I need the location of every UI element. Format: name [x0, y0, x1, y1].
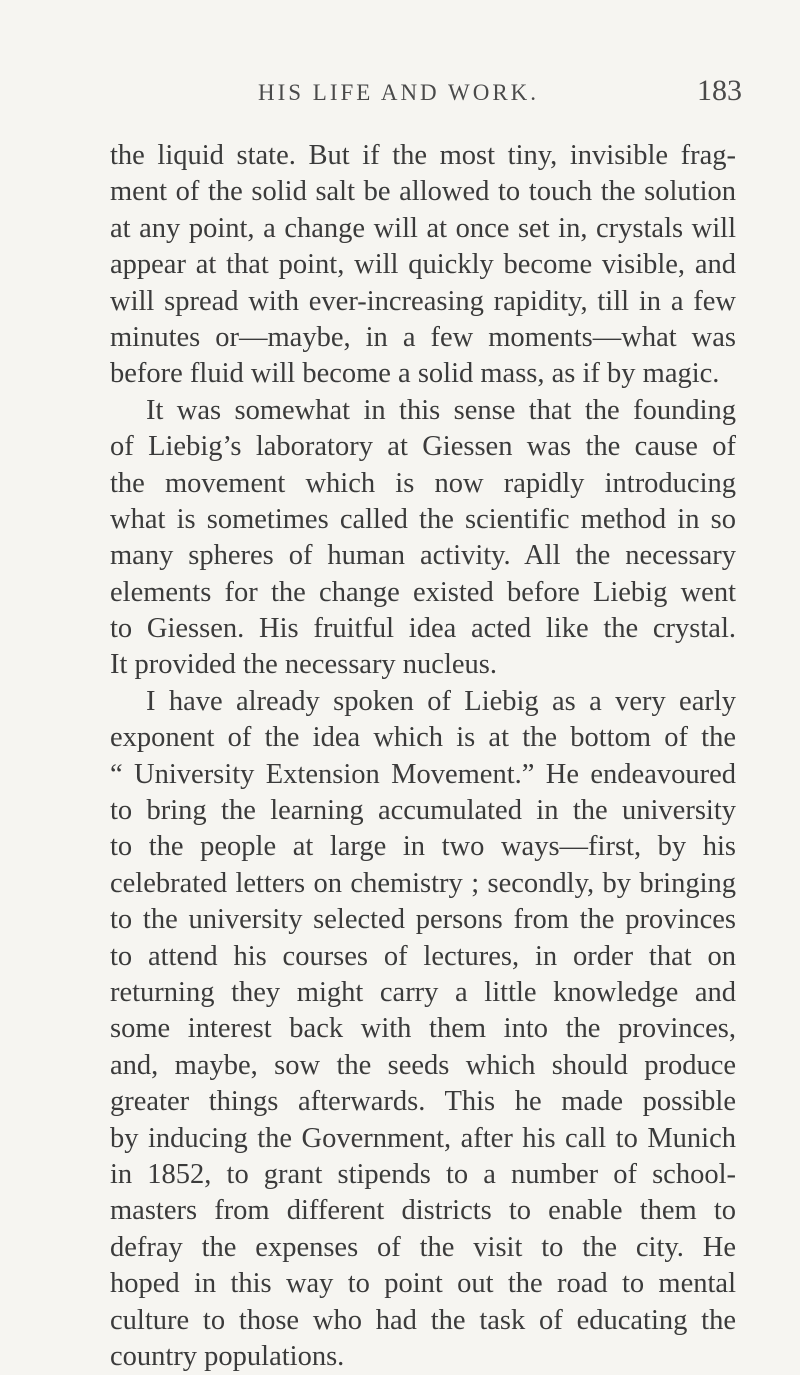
text-line: country populations. — [110, 1340, 345, 1372]
text-line: ment of the solid salt be allowed to touch the solution — [110, 176, 736, 208]
text-line: to attend his courses of lectures, in order that on — [110, 940, 736, 972]
text-line: in 1852, to grant stipends to a number of school- — [110, 1158, 736, 1190]
text-line: to Giessen. His fruitful idea acted like the crystal. — [110, 613, 736, 645]
text-line: hoped in this way to point out the road to mental — [110, 1268, 736, 1300]
text-line: what is sometimes called the scientific method in so — [110, 503, 736, 535]
paragraph-start-line: It was somewhat in this sense that the founding — [146, 394, 736, 426]
text-line: It provided the necessary nucleus. — [110, 649, 497, 681]
running-head-title: HIS LIFE AND WORK. — [258, 80, 540, 105]
text-line: will spread with ever-increasing rapidity, till in a few — [110, 285, 736, 317]
text-line: exponent of the idea which is at the bottom of the — [110, 722, 736, 754]
page-number: 183 — [697, 74, 742, 107]
text-line: greater things afterwards. This he made possible — [110, 1086, 736, 1118]
text-line: returning they might carry a little knowledge and — [110, 976, 736, 1008]
text-line: the liquid state. But if the most tiny, invisible frag- — [110, 140, 736, 171]
text-line: culture to those who had the task of educating the — [110, 1304, 736, 1336]
text-line: “ University Extension Movement.” He endeavoured — [110, 758, 736, 790]
running-head — [0, 72, 800, 112]
text-line: of Liebig’s laboratory at Giessen was the cause of — [110, 431, 736, 463]
text-line: masters from different districts to enable them to — [110, 1195, 736, 1227]
text-line: to the university selected persons from the provinces — [110, 904, 736, 936]
text-line: appear at that point, will quickly become visible, and — [110, 249, 736, 281]
text-line: the movement which is now rapidly introducing — [110, 467, 736, 499]
text-line: many spheres of human activity. All the necessary — [110, 540, 736, 572]
body-text — [110, 138, 736, 1375]
text-line: defray the expenses of the visit to the city. He — [110, 1231, 736, 1263]
text-line: by inducing the Government, after his call to Munich — [110, 1122, 736, 1154]
text-line: and, maybe, sow the seeds which should produce — [110, 1049, 736, 1081]
text-line: celebrated letters on chemistry ; secondly, by bringing — [110, 867, 736, 899]
text-line: elements for the change existed before Liebig went — [110, 576, 736, 608]
text-line: some interest back with them into the provinces, — [110, 1013, 736, 1045]
text-line: minutes or—maybe, in a few moments—what was — [110, 321, 736, 353]
text-line: to the people at large in two ways—first, by his — [110, 831, 736, 863]
text-line: at any point, a change will at once set in, crystals will — [110, 212, 736, 244]
text-line: before fluid will become a solid mass, as if by magic. — [110, 358, 720, 390]
paragraph-start-line: I have already spoken of Liebig as a very early — [146, 685, 736, 717]
text-line: to bring the learning accumulated in the university — [110, 795, 736, 827]
